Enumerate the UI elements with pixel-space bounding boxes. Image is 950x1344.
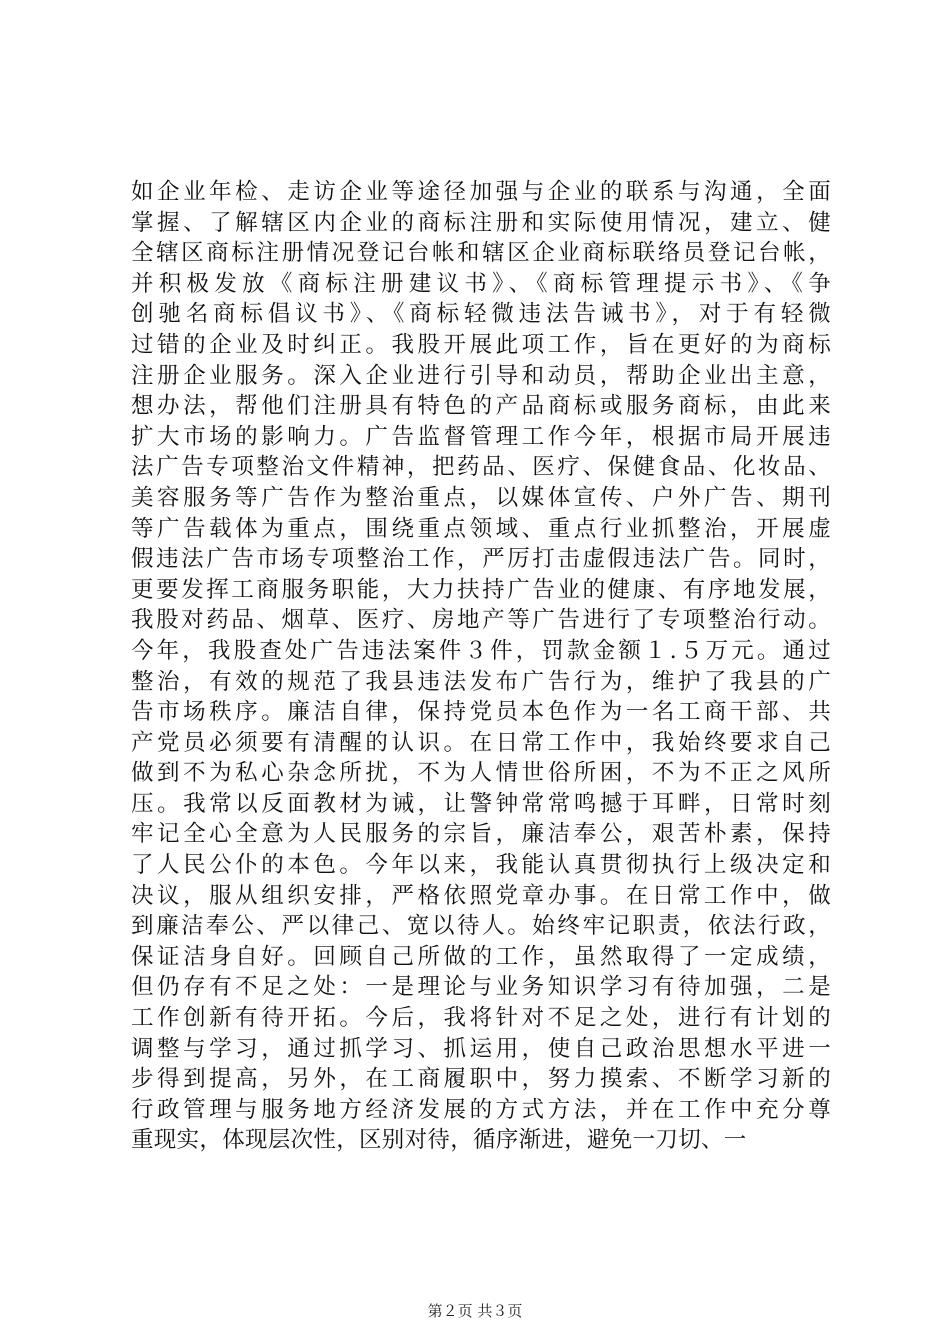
text-line: 过错的企业及时纠正。我股开展此项工作，旨在更好的为商标 [131, 331, 831, 358]
text-line: 假违法广告市场专项整治工作，严厉打击虚假违法广告。同时， [131, 546, 831, 573]
text-line: 但仍存有不足之处：一是理论与业务知识学习有待加强，二是 [131, 974, 831, 1001]
page-number: 第２页 [427, 1302, 473, 1320]
text-line: 行政管理与服务地方经济发展的方式方法，并在工作中充分尊 [131, 1096, 831, 1123]
text-line: 做到不为私心杂念所扰，不为人情世俗所困，不为不正之风所 [131, 760, 831, 787]
text-line: 牢记全心全意为人民服务的宗旨，廉洁奉公，艰苦朴素，保持 [131, 821, 831, 848]
text-line: 到廉洁奉公、严以律己、宽以待人。始终牢记职责，依法行政， [131, 913, 831, 940]
text-line: 更要发挥工商服务职能，大力扶持广告业的健康、有序地发展， [131, 576, 831, 603]
text-line: 保证洁身自好。回顾自己所做的工作，虽然取得了一定成绩， [131, 943, 831, 970]
text-line: 重现实，体现层次性，区别对待，循序渐进，避免一刀切、一 [131, 1127, 747, 1154]
text-line: 工作创新有待开拓。今后，我将针对不足之处，进行有计划的 [131, 1005, 831, 1032]
text-line: 了人民公仆的本色。今年以来，我能认真贯彻执行上级决定和 [131, 852, 831, 879]
text-line: 调整与学习，通过抓学习、抓运用，使自己政治思想水平进一 [131, 1035, 831, 1062]
text-line: 并积极发放《商标注册建议书》、《商标管理提示书》、《争 [131, 270, 831, 297]
page-total: 共３页 [477, 1302, 523, 1320]
text-line: 告市场秩序。廉洁自律，保持党员本色作为一名工商干部、共 [131, 699, 831, 726]
text-line: 步得到提高，另外，在工商履职中，努力摸索、不断学习新的 [131, 1066, 831, 1093]
text-line: 法广告专项整治文件精神，把药品、医疗、保健食品、化妆品、 [131, 454, 831, 481]
text-line: 创驰名商标倡议书》、《商标轻微违法告诫书》，对于有轻微 [131, 301, 831, 328]
text-line: 等广告载体为重点，围绕重点领域、重点行业抓整治，开展虚 [131, 515, 831, 542]
text-line: 如企业年检、走访企业等途径加强与企业的联系与沟通，全面 [131, 179, 831, 205]
text-line: 美容服务等广告作为整治重点，以媒体宣传、户外广告、期刊 [131, 484, 831, 511]
text-line: 整治，有效的规范了我县违法发布广告行为，维护了我县的广 [131, 668, 831, 695]
body-paragraph [131, 177, 831, 1156]
text-line: 决议，服从组织安排，严格依照党章办事。在日常工作中，做 [131, 882, 831, 909]
text-line: 全辖区商标注册情况登记台帐和辖区企业商标联络员登记台帐， [131, 240, 831, 267]
text-line: 今年，我股查处广告违法案件３件，罚款金额１.５万元。通过 [131, 637, 831, 664]
page-footer [0, 1301, 950, 1321]
text-line: 注册企业服务。深入企业进行引导和动员，帮助企业出主意， [131, 362, 831, 389]
text-line: 压。我常以反面教材为诫，让警钟常常鸣撼于耳畔，日常时刻 [131, 790, 831, 817]
text-line: 产党员必须要有清醒的认识。在日常工作中，我始终要求自己 [131, 729, 831, 756]
text-line: 我股对药品、烟草、医疗、房地产等广告进行了专项整治行动。 [131, 607, 831, 634]
text-line: 扩大市场的影响力。广告监督管理工作今年，根据市局开展违 [131, 423, 831, 450]
text-line: 想办法，帮他们注册具有特色的产品商标或服务商标，由此来 [131, 393, 831, 420]
text-line: 掌握、了解辖区内企业的商标注册和实际使用情况，建立、健 [131, 209, 831, 236]
